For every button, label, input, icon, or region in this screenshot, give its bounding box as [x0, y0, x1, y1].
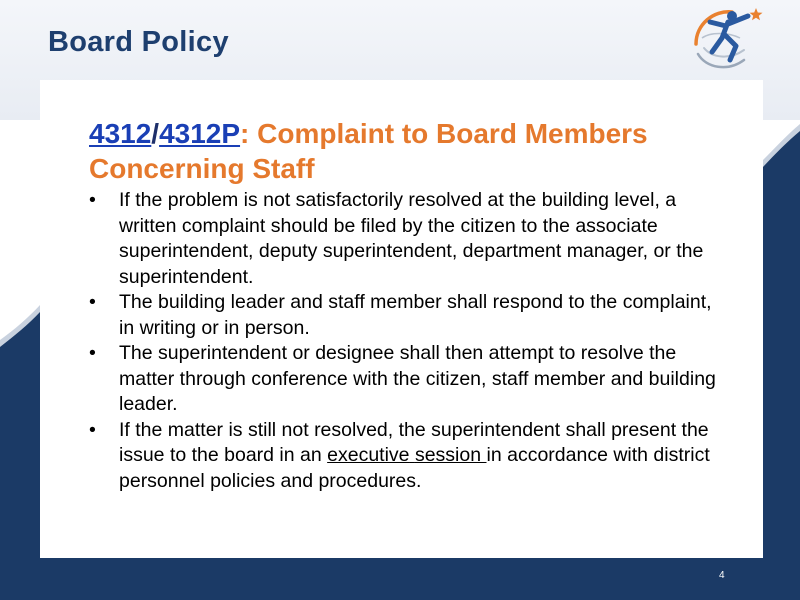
page-number: 4 [719, 570, 725, 581]
bullet-text: The building leader and staff member shall respond to the complaint, in writing or in person. [119, 291, 712, 339]
bullet-text: The superintendent or designee shall then attempt to resolve the matter through conference with the citizen, staff member and building leader. [119, 342, 716, 415]
heading-text-line2: Concerning Staff [89, 153, 315, 184]
policy-link-4312p[interactable]: 4312P [159, 118, 241, 149]
slide-title: Board Policy [48, 26, 229, 58]
policy-slash: / [151, 118, 160, 149]
policy-bullet-list [89, 188, 729, 494]
bullet-dot: • [89, 291, 96, 313]
policy-link-4312[interactable]: 4312 [89, 118, 152, 149]
list-item [89, 418, 729, 495]
bullet-text-pre: If the matter is still not resolved, the superintendent shall present the issue to the board in an [119, 418, 709, 466]
bullet-dot: • [89, 418, 96, 441]
bullet-dot: • [89, 342, 96, 364]
list-item [89, 290, 729, 341]
session-word: session [414, 444, 487, 466]
executive-word: executive [327, 444, 410, 466]
executive-session-link[interactable] [327, 444, 486, 466]
policy-heading [89, 116, 739, 186]
list-item [89, 341, 729, 418]
heading-text-line1: : Complaint to Board Members [240, 118, 648, 149]
leaping-figure-globe-icon [688, 2, 768, 72]
bullet-dot: • [89, 189, 96, 211]
bullet-text-post: in accordance with district personnel policies and procedures. [119, 444, 710, 492]
bullet-text: If the problem is not satisfactorily resolved at the building level, a written complaint should be filed by the citizen to the associate superintendent, deputy superintendent, department manager, or the superintendent. [119, 189, 704, 288]
list-item [89, 188, 729, 290]
